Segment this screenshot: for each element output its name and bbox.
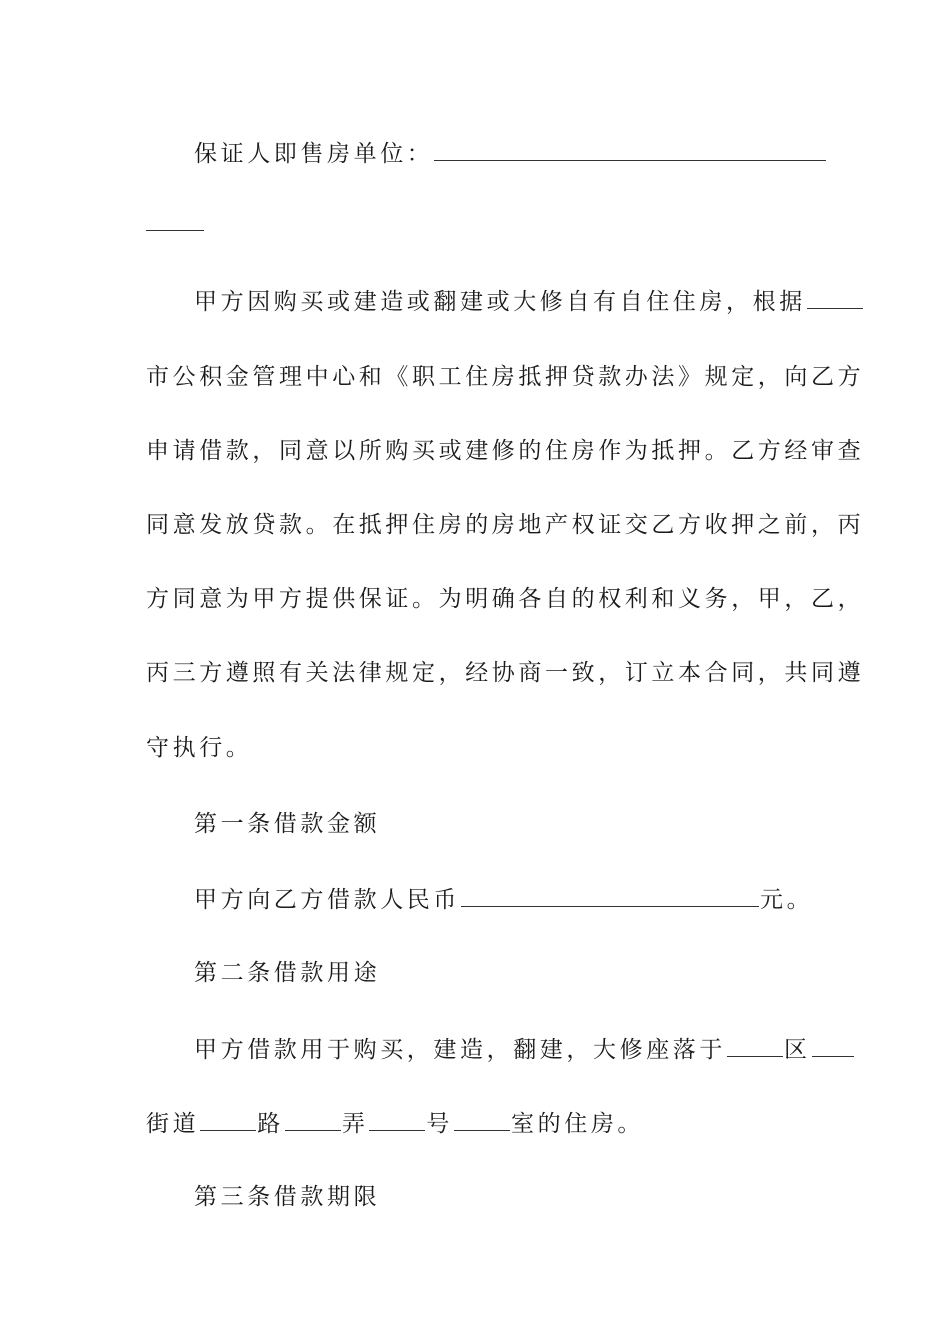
guarantor-label: 保证人即售房单位： (194, 141, 434, 167)
street-blank (812, 1034, 854, 1057)
lane-blank (285, 1108, 341, 1131)
number-label: 号 (426, 1111, 454, 1137)
road-label: 路 (257, 1111, 284, 1137)
article2-heading: 第二条借款用途 (194, 960, 381, 986)
city-blank (807, 286, 863, 309)
article3-heading: 第三条借款期限 (194, 1184, 381, 1210)
district-blank (727, 1034, 783, 1057)
article1-heading: 第一条借款金额 (194, 811, 381, 837)
number-blank (369, 1108, 425, 1131)
lane-label: 弄 (341, 1111, 369, 1137)
intro-line-2: 市公积金管理中心和《职工住房抵押贷款办法》规定，向乙方 (146, 364, 865, 390)
room-blank (454, 1108, 510, 1131)
room-label: 室的住房。 (511, 1111, 645, 1137)
article2-line-1 (194, 1034, 854, 1065)
guarantor-blank-2 (146, 208, 204, 231)
article2-text-before: 甲方借款用于购买，建造，翻建，大修座落于 (194, 1037, 726, 1063)
guarantor-blank (434, 138, 826, 161)
article1-text (194, 884, 854, 915)
intro-line-5: 方同意为甲方提供保证。为明确各自的权利和义务，甲，乙， (146, 586, 865, 612)
road-blank (200, 1108, 256, 1131)
intro-text-1: 甲方因购买或建造或翻建或大修自有自住住房，根据 (194, 289, 806, 315)
guarantor-line (194, 138, 854, 169)
article1-text-before: 甲方向乙方借款人民币 (194, 887, 460, 913)
article2-line-2 (146, 1108, 806, 1139)
intro-line-4: 同意发放贷款。在抵押住房的房地产权证交乙方收押之前，丙 (146, 512, 865, 538)
district-label: 区 (784, 1037, 811, 1063)
guarantor-blank-continuation (146, 208, 806, 239)
intro-line-7: 守执行。 (146, 735, 253, 761)
intro-line-6: 丙三方遵照有关法律规定，经协商一致，订立本合同，共同遵 (146, 660, 865, 686)
loan-amount-blank (461, 884, 759, 907)
intro-line-1 (194, 286, 854, 317)
intro-line-3: 申请借款，同意以所购买或建修的住房作为抵押。乙方经审查 (146, 438, 865, 464)
article1-text-after: 元。 (760, 887, 814, 913)
street-label: 街道 (146, 1111, 200, 1137)
